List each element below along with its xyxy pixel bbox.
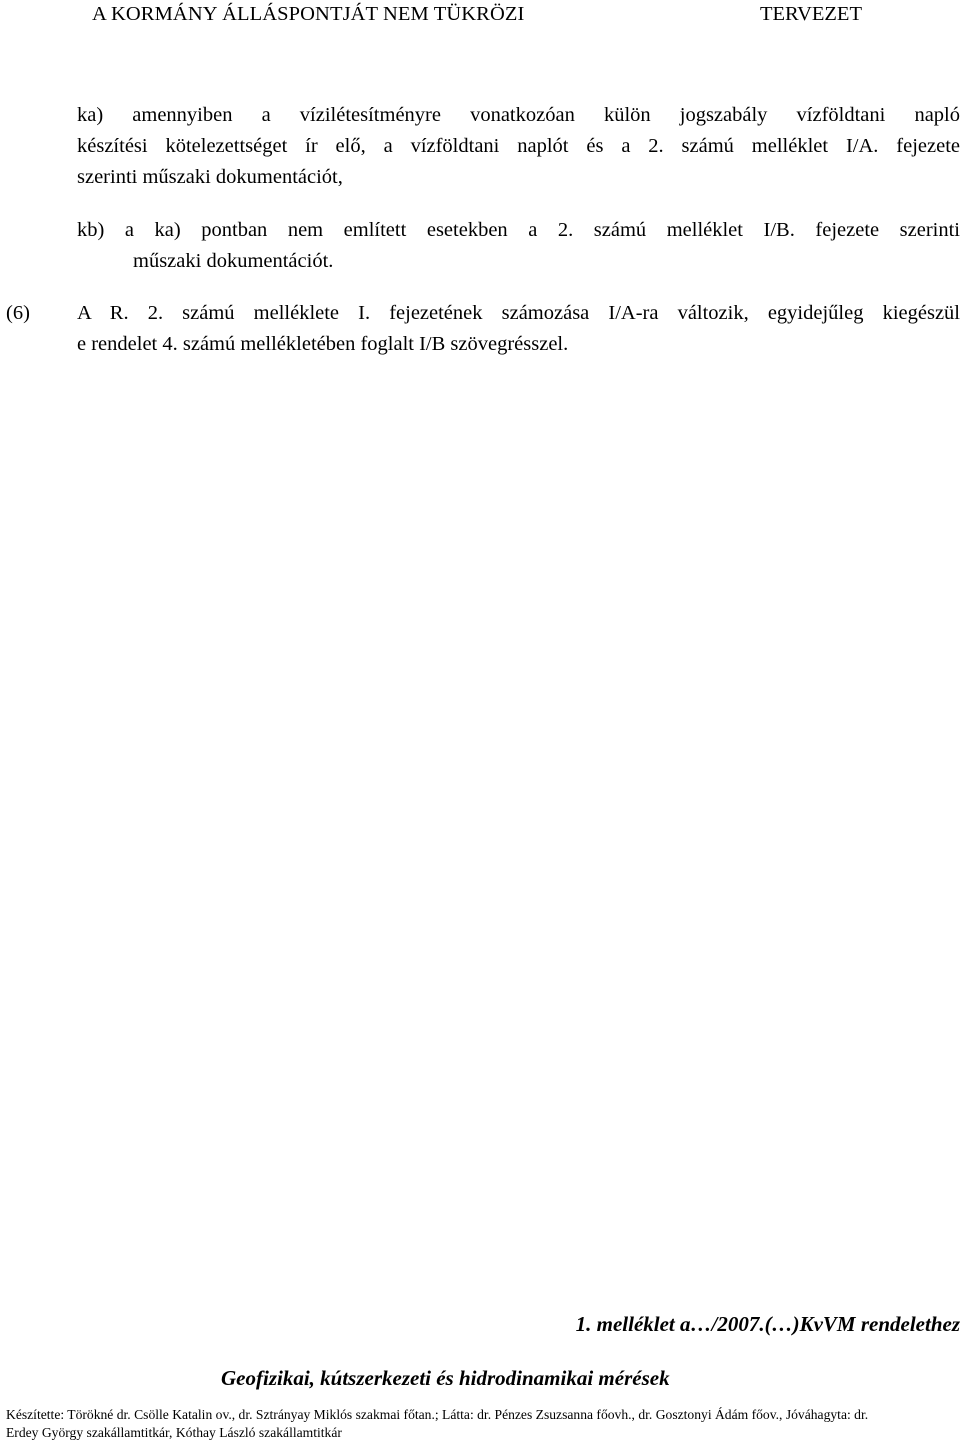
item-kb-line-1: kb) a ka) pontban nem említett esetekben a 2. számú melléklet I/B. fejezete szerinti (77, 219, 960, 241)
paragraph-6-line-1: A R. 2. számú melléklete I. fejezetének számozása I/A-ra változik, egyidejűleg kiegészül (77, 302, 960, 324)
header-disclaimer: A KORMÁNY ÁLLÁSPONTJÁT NEM TÜKRÖZI (92, 3, 525, 25)
footer-credits-line-1: Készítette: Törökné dr. Csölle Katalin ov., dr. Sztrányay Miklós szakmai főtan.; Látta: dr. Pénzes Zsuzsanna főovh., dr. Gosztonyi Ádám főov., Jóváhagyta: dr. (6, 1407, 869, 1422)
annex-title: Geofizikai, kútszerkezeti és hidrodinamikai mérések (221, 1366, 670, 1390)
paragraph-6-number: (6) (6, 302, 30, 324)
item-ka-line-2: készítési kötelezettséget ír elő, a vízföldtani naplót és a 2. számú melléklet I/A. fejezete (77, 135, 960, 157)
paragraph-6-line-2: e rendelet 4. számú mellékletében foglalt I/B szövegrésszel. (77, 333, 569, 355)
item-ka-line-3: szerinti műszaki dokumentációt, (77, 166, 343, 188)
item-kb-line-2: műszaki dokumentációt. (133, 250, 334, 272)
footer-credits-line-2: Erdey György szakállamtitkár, Kóthay László szakállamtitkár (6, 1425, 342, 1440)
item-ka-line-1: ka) amennyiben a vízilétesítményre vonatkozóan külön jogszabály vízföldtani napló (77, 104, 960, 126)
header-draft-label: TERVEZET (760, 3, 862, 25)
annex-reference: 1. melléklet a…/2007.(…)KvVM rendelethez (575, 1312, 960, 1336)
